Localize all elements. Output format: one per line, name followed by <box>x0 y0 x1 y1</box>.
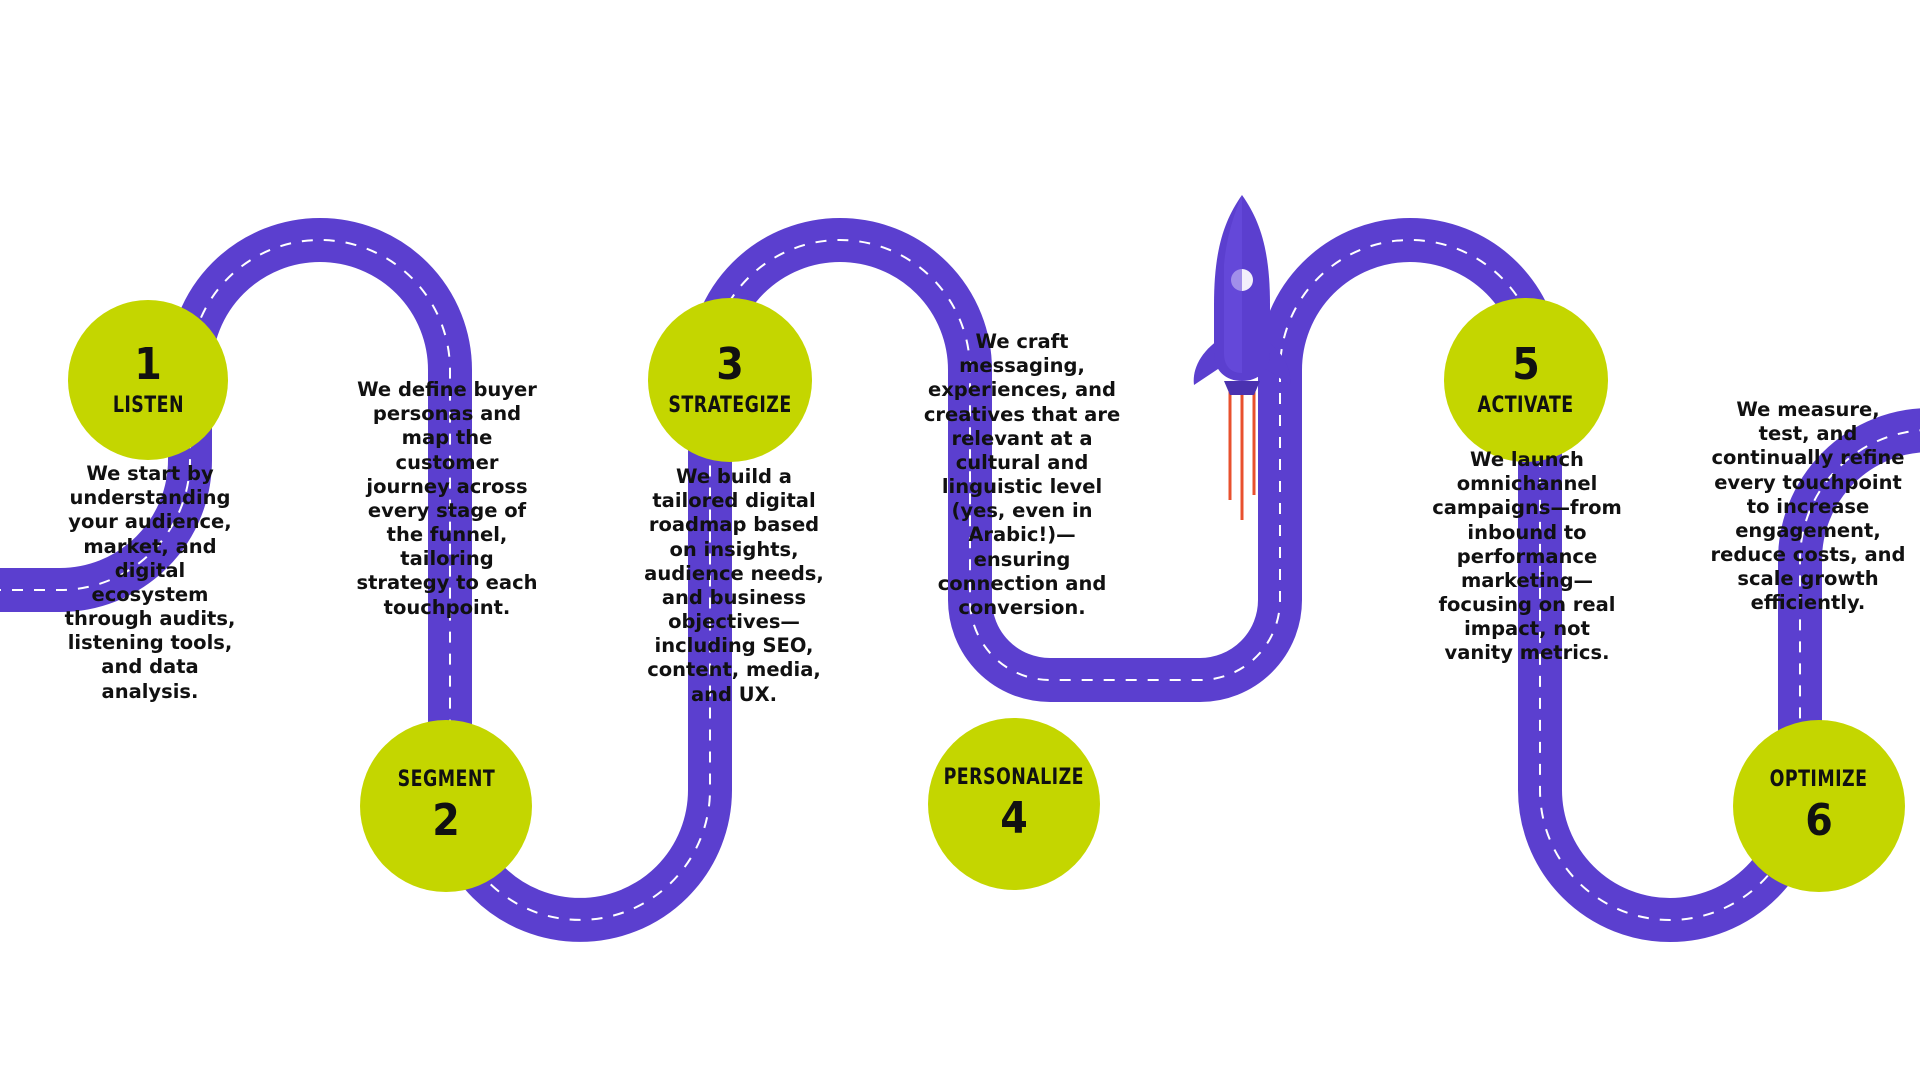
step-node-6[interactable] <box>1733 720 1905 892</box>
step-number-5: 5 <box>1512 339 1540 390</box>
step-node-3[interactable] <box>648 298 812 462</box>
step-node-4[interactable] <box>928 718 1100 890</box>
step-label-3: STRATEGIZE <box>668 393 792 418</box>
step-description-2: We define buyer personas and map the customer journey across every stage of the funnel, tailoring strategy to each touchpoint. <box>356 378 538 619</box>
step-number-1: 1 <box>134 339 162 390</box>
step-label-5: ACTIVATE <box>1477 393 1575 418</box>
step-label-4: PERSONALIZE <box>943 765 1085 790</box>
step-number-3: 3 <box>716 339 744 390</box>
step-node-1[interactable] <box>68 300 228 460</box>
step-number-4: 4 <box>1000 793 1028 844</box>
step-node-2[interactable] <box>360 720 532 892</box>
step-number-6: 6 <box>1805 795 1833 846</box>
step-number-2: 2 <box>432 795 460 846</box>
step-label-6: OPTIMIZE <box>1770 767 1868 792</box>
step-label-2: SEGMENT <box>397 767 495 792</box>
step-description-6: We measure, test, and continually refine every touchpoint to increase engagement, reduce costs, and scale growth efficiently. <box>1710 398 1906 615</box>
step-description-4: We craft messaging, experiences, and creatives that are relevant at a cultural and linguistic level (yes, even in Arabic!)—ensuring connection and conversion. <box>923 330 1121 619</box>
step-label-1: LISTEN <box>112 393 184 418</box>
step-description-5: We launch omnichannel campaigns—from inbound to performance marketing—focusing on real impact, not vanity metrics. <box>1432 448 1622 665</box>
step-description-1: We start by understanding your audience, market, and digital ecosystem through audits, listening tools, and data analysis. <box>64 462 236 703</box>
step-node-5[interactable] <box>1444 298 1608 462</box>
step-description-3: We build a tailored digital roadmap based on insights, audience needs, and business objectives—including SEO, content, media, and UX. <box>644 465 824 706</box>
